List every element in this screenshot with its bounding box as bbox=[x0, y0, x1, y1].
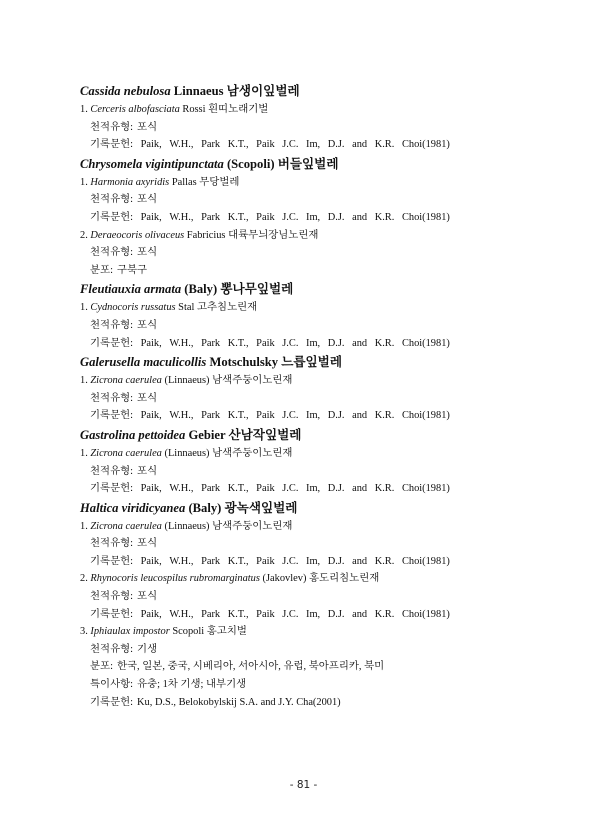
reference-word: and bbox=[352, 211, 368, 223]
natural-enemy-entry bbox=[80, 101, 560, 119]
entry-number: 1. bbox=[80, 520, 88, 532]
enemy-scientific-name: Harmonia axyridis bbox=[90, 176, 170, 188]
reference-word: Choi(1981) bbox=[401, 608, 450, 620]
reference-word: W.H., bbox=[169, 211, 194, 223]
entry-number: 2. bbox=[80, 229, 88, 241]
reference-word: Paik bbox=[256, 483, 275, 495]
natural-enemy-entry bbox=[80, 623, 560, 641]
reference-word: K.T., bbox=[227, 211, 249, 223]
reference-word: D.J. bbox=[327, 337, 345, 349]
reference-word: K.R. bbox=[374, 608, 395, 620]
reference-word: D.J. bbox=[327, 483, 345, 495]
reference-word: D.J. bbox=[327, 410, 345, 422]
field-label: 기록문헌: bbox=[90, 696, 134, 708]
entry-field bbox=[80, 390, 560, 408]
entry-field bbox=[80, 407, 450, 425]
host-korean-name: 느릅잎벌레 bbox=[281, 355, 343, 370]
document-body bbox=[80, 81, 560, 711]
reference-word: J.C. bbox=[282, 608, 299, 620]
natural-enemy-entry bbox=[80, 227, 560, 245]
entry-field bbox=[80, 119, 560, 137]
field-label: 기록문헌: bbox=[90, 555, 134, 567]
reference-word: Im, bbox=[306, 139, 321, 151]
host-korean-name: 버들잎벌레 bbox=[277, 156, 339, 171]
reference-word: K.T., bbox=[227, 337, 249, 349]
reference-word: Paik, bbox=[140, 211, 162, 223]
reference-word: K.T., bbox=[227, 139, 249, 151]
field-value: 포식 bbox=[137, 247, 158, 259]
enemy-author: Scopoli bbox=[172, 626, 205, 638]
reference-word: Park bbox=[201, 337, 221, 349]
field-value: 포식 bbox=[137, 538, 158, 550]
field-label: 천적유형: bbox=[90, 538, 134, 550]
reference-word: Park bbox=[201, 555, 221, 567]
enemy-author: (Linnaeus) bbox=[164, 375, 210, 387]
entry-field bbox=[80, 480, 450, 498]
field-label: 분포: bbox=[90, 661, 113, 673]
host-species-heading bbox=[80, 81, 560, 101]
field-label: 천적유형: bbox=[90, 194, 134, 206]
reference-word: Choi(1981) bbox=[401, 555, 450, 567]
field-value: 포식 bbox=[137, 194, 158, 206]
enemy-korean-name: 무당벌레 bbox=[199, 176, 240, 188]
reference-word: Paik, bbox=[140, 483, 162, 495]
reference-word: J.C. bbox=[282, 139, 299, 151]
entry-field bbox=[80, 606, 450, 624]
field-label: 천적유형: bbox=[90, 591, 134, 603]
entry-field bbox=[80, 335, 450, 353]
reference-word: K.R. bbox=[374, 555, 395, 567]
reference-word: Choi(1981) bbox=[401, 211, 450, 223]
reference-word: K.T., bbox=[227, 608, 249, 620]
enemy-korean-name: 홍도리침노린재 bbox=[309, 573, 380, 585]
field-value: 포식 bbox=[137, 392, 158, 404]
enemy-author: Rossi bbox=[182, 104, 206, 115]
reference-word: and bbox=[352, 608, 368, 620]
entry-field bbox=[80, 588, 560, 606]
host-korean-name: 광녹색잎벌레 bbox=[224, 500, 298, 515]
host-scientific-name: Haltica viridicyanea bbox=[80, 500, 186, 515]
entry-field bbox=[80, 317, 560, 335]
reference-word: W.H., bbox=[169, 483, 194, 495]
reference-word: Park bbox=[201, 139, 221, 151]
page-number: - 81 - bbox=[289, 779, 318, 791]
reference-word: J.C. bbox=[282, 483, 299, 495]
host-author: (Scopoli) bbox=[226, 156, 275, 171]
entry-number: 1. bbox=[80, 447, 88, 459]
reference-word: K.T., bbox=[227, 410, 249, 422]
reference-word: Paik bbox=[256, 337, 275, 349]
host-scientific-name: Fleutiauxia armata bbox=[80, 282, 182, 297]
reference-word: and bbox=[352, 555, 368, 567]
field-label: 천적유형: bbox=[90, 465, 134, 477]
field-label: 천적유형: bbox=[90, 319, 134, 331]
host-korean-name: 뽕나무잎벌레 bbox=[220, 282, 294, 297]
reference-word: Paik, bbox=[140, 139, 162, 151]
field-label: 기록문헌: bbox=[90, 337, 134, 349]
entry-field bbox=[80, 136, 450, 154]
enemy-korean-name: 홍고치벌 bbox=[206, 626, 247, 638]
field-value: 한국, 일본, 중국, 시베리아, 서아시아, 유럽, 북아프리카, 북미 bbox=[116, 661, 385, 673]
entry-field bbox=[80, 658, 560, 676]
reference-word: and bbox=[352, 139, 368, 151]
field-label: 천적유형: bbox=[90, 247, 134, 259]
entry-number: 2. bbox=[80, 573, 88, 585]
reference-word: Paik, bbox=[140, 410, 162, 422]
reference-word: Choi(1981) bbox=[401, 139, 450, 151]
host-korean-name: 산남작잎벌레 bbox=[228, 427, 302, 442]
reference-word: Choi(1981) bbox=[401, 410, 450, 422]
host-species-heading bbox=[80, 154, 560, 174]
reference-word: Park bbox=[201, 410, 221, 422]
reference-word: Paik, bbox=[140, 555, 162, 567]
reference-word: W.H., bbox=[169, 337, 194, 349]
entry-field bbox=[80, 262, 560, 280]
reference-word: J.C. bbox=[282, 555, 299, 567]
enemy-scientific-name: Deraeocoris olivaceus bbox=[90, 229, 185, 241]
reference-word: D.J. bbox=[327, 139, 345, 151]
reference-word: D.J. bbox=[327, 608, 345, 620]
entry-number: 1. bbox=[80, 176, 88, 188]
reference-word: Paik, bbox=[140, 608, 162, 620]
reference-word: Paik bbox=[256, 211, 275, 223]
reference-word: Park bbox=[201, 211, 221, 223]
reference-word: J.C. bbox=[282, 410, 299, 422]
field-label: 기록문헌: bbox=[90, 410, 134, 422]
host-author: (Baly) bbox=[188, 500, 222, 515]
reference-word: K.R. bbox=[374, 410, 395, 422]
reference-word: Park bbox=[201, 483, 221, 495]
natural-enemy-entry bbox=[80, 299, 560, 317]
entry-field bbox=[80, 191, 560, 209]
natural-enemy-entry bbox=[80, 570, 560, 588]
enemy-author: (Linnaeus) bbox=[164, 447, 210, 459]
reference-word: Paik bbox=[256, 410, 275, 422]
enemy-scientific-name: Rhynocoris leucospilus rubromarginatus bbox=[90, 573, 260, 585]
reference-word: Paik, bbox=[140, 337, 162, 349]
host-author: (Baly) bbox=[184, 282, 218, 297]
field-label: 기록문헌: bbox=[90, 608, 134, 620]
enemy-korean-name: 남색주둥이노린재 bbox=[212, 375, 293, 387]
host-scientific-name: Galerusella maculicollis bbox=[80, 355, 207, 370]
reference-word: and bbox=[352, 337, 368, 349]
reference-word: J.C. bbox=[282, 211, 299, 223]
reference-word: Im, bbox=[306, 483, 321, 495]
enemy-author: Pallas bbox=[171, 176, 197, 188]
reference-word: Paik bbox=[256, 608, 275, 620]
natural-enemy-entry bbox=[80, 518, 560, 536]
reference-word: Choi(1981) bbox=[401, 337, 450, 349]
enemy-scientific-name: Zicrona caerulea bbox=[90, 375, 162, 387]
entry-field bbox=[80, 676, 560, 694]
field-value: 기생 bbox=[137, 643, 158, 655]
enemy-scientific-name: Cydnocoris russatus bbox=[90, 302, 176, 314]
entry-field bbox=[80, 641, 560, 659]
host-species-heading bbox=[80, 352, 560, 372]
enemy-author: Stal bbox=[178, 302, 195, 314]
field-label: 분포: bbox=[90, 264, 113, 276]
field-value: 유충; 1차 기생; 내부기생 bbox=[137, 679, 247, 691]
field-label: 기록문헌: bbox=[90, 211, 134, 223]
field-label: 기록문헌: bbox=[90, 483, 134, 495]
reference-word: Im, bbox=[306, 211, 321, 223]
field-value: 포식 bbox=[137, 121, 158, 133]
reference-word: D.J. bbox=[327, 555, 345, 567]
host-scientific-name: Gastrolina pettoidea bbox=[80, 427, 186, 442]
enemy-korean-name: 대륙무늬장님노린재 bbox=[228, 229, 319, 241]
reference-word: Park bbox=[201, 608, 221, 620]
host-author: Motschulsky bbox=[209, 355, 279, 370]
reference-word: K.R. bbox=[374, 139, 395, 151]
field-label: 특이사항: bbox=[90, 679, 134, 691]
entry-number: 1. bbox=[80, 104, 88, 115]
reference-word: J.C. bbox=[282, 337, 299, 349]
reference-word: Paik bbox=[256, 555, 275, 567]
natural-enemy-entry bbox=[80, 445, 560, 463]
reference-word: and bbox=[352, 410, 368, 422]
enemy-scientific-name: Zicrona caerulea bbox=[90, 447, 162, 459]
field-label: 천적유형: bbox=[90, 643, 134, 655]
entry-field bbox=[80, 694, 560, 712]
reference-word: Choi(1981) bbox=[401, 483, 450, 495]
reference-word: Im, bbox=[306, 608, 321, 620]
enemy-author: Fabricius bbox=[186, 229, 226, 241]
reference-word: K.R. bbox=[374, 337, 395, 349]
reference-word: K.T., bbox=[227, 483, 249, 495]
enemy-korean-name: 남색주둥이노린재 bbox=[212, 520, 293, 532]
enemy-scientific-name: Iphiaulax impostor bbox=[90, 626, 170, 638]
field-value: 구북구 bbox=[116, 264, 148, 276]
entry-field bbox=[80, 463, 560, 481]
enemy-scientific-name: Zicrona caerulea bbox=[90, 520, 162, 532]
host-korean-name: 남생이잎벌레 bbox=[226, 84, 300, 98]
host-species-heading bbox=[80, 498, 560, 518]
reference-word: W.H., bbox=[169, 555, 194, 567]
field-value: 포식 bbox=[137, 591, 158, 603]
field-value: Ku, D.S., Belokobylskij S.A. and J.Y. Cha(2001) bbox=[137, 696, 341, 708]
enemy-korean-name: 남색주둥이노린재 bbox=[212, 447, 293, 459]
host-species-heading bbox=[80, 279, 560, 299]
reference-word: K.R. bbox=[374, 483, 395, 495]
reference-word: Im, bbox=[306, 555, 321, 567]
field-label: 천적유형: bbox=[90, 392, 134, 404]
host-species-heading bbox=[80, 425, 560, 445]
enemy-korean-name: 고추침노린재 bbox=[196, 302, 258, 314]
reference-word: W.H., bbox=[169, 410, 194, 422]
host-author: Gebier bbox=[188, 427, 226, 442]
reference-word: W.H., bbox=[169, 139, 194, 151]
reference-word: Im, bbox=[306, 337, 321, 349]
field-value: 포식 bbox=[137, 319, 158, 331]
enemy-author: (Linnaeus) bbox=[164, 520, 210, 532]
entry-field bbox=[80, 553, 450, 571]
natural-enemy-entry bbox=[80, 372, 560, 390]
entry-field bbox=[80, 535, 560, 553]
host-scientific-name: Chrysomela vigintipunctata bbox=[80, 156, 224, 171]
field-value: 포식 bbox=[137, 465, 158, 477]
enemy-korean-name: 흰띠노래기벌 bbox=[208, 104, 269, 115]
natural-enemy-entry bbox=[80, 174, 560, 192]
entry-number: 3. bbox=[80, 626, 88, 638]
field-label: 천적유형: bbox=[90, 121, 134, 133]
reference-word: W.H., bbox=[169, 608, 194, 620]
reference-word: and bbox=[352, 483, 368, 495]
reference-word: K.R. bbox=[374, 211, 395, 223]
reference-word: D.J. bbox=[327, 211, 345, 223]
enemy-author: (Jakovlev) bbox=[262, 573, 307, 585]
entry-field bbox=[80, 244, 560, 262]
reference-word: Im, bbox=[306, 410, 321, 422]
entry-number: 1. bbox=[80, 302, 88, 314]
enemy-scientific-name: Cerceris albofasciata bbox=[90, 104, 180, 115]
host-scientific-name: Cassida nebulosa bbox=[80, 84, 171, 98]
field-label: 기록문헌: bbox=[90, 139, 134, 151]
host-author: Linnaeus bbox=[173, 84, 224, 98]
reference-word: K.T., bbox=[227, 555, 249, 567]
entry-field bbox=[80, 209, 450, 227]
entry-number: 1. bbox=[80, 375, 88, 387]
reference-word: Paik bbox=[256, 139, 275, 151]
